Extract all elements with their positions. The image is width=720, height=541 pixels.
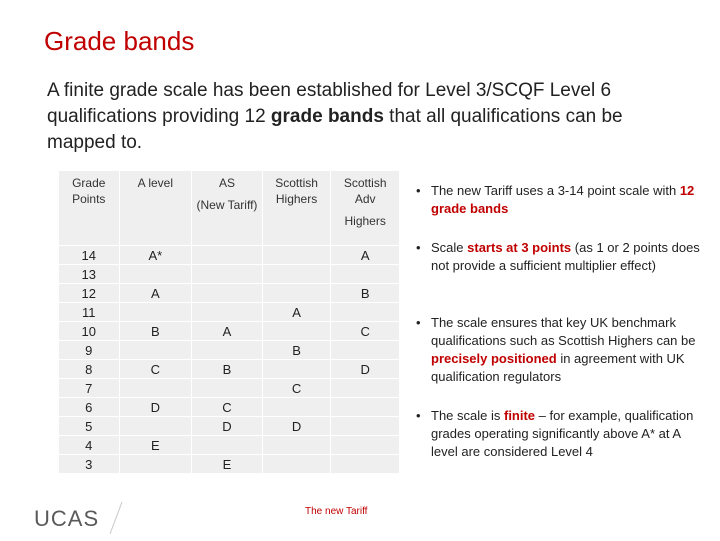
a-level-cell — [119, 265, 192, 284]
grade-points-cell: 4 — [59, 436, 120, 455]
header-scottish-adv-line1: Scottish Adv — [343, 176, 387, 206]
scottish-adv-cell: D — [331, 360, 400, 379]
as-cell — [192, 341, 263, 360]
table-row — [59, 360, 400, 379]
grade-points-cell: 7 — [59, 379, 120, 398]
bullet-dot-icon: • — [416, 240, 421, 255]
scottish-highers-cell: C — [262, 379, 331, 398]
table-row — [59, 341, 400, 360]
a-level-cell — [119, 455, 192, 474]
page-title: Grade bands — [44, 26, 195, 56]
scottish-highers-cell — [262, 265, 331, 284]
scottish-adv-cell — [331, 455, 400, 474]
table-row — [59, 284, 400, 303]
grade-points-cell: 5 — [59, 417, 120, 436]
grade-points-cell: 3 — [59, 455, 120, 474]
scottish-highers-cell: D — [262, 417, 331, 436]
a-level-cell: B — [119, 322, 192, 341]
table-row — [59, 322, 400, 341]
scottish-adv-cell: A — [331, 246, 400, 265]
intro-text-bold: grade bands — [270, 106, 384, 127]
a-level-cell: C — [119, 360, 192, 379]
table-row — [59, 455, 400, 474]
ucas-logo-icon — [34, 500, 134, 536]
scottish-highers-cell — [262, 455, 331, 474]
scottish-highers-cell — [262, 360, 331, 379]
header-as-line1: AS — [218, 176, 235, 190]
a-level-cell: A* — [119, 246, 192, 265]
scottish-adv-cell: B — [331, 284, 400, 303]
a-level-cell: E — [119, 436, 192, 455]
as-cell — [192, 265, 263, 284]
header-as-line2: (New Tariff) — [196, 198, 258, 212]
header-a-level: A level — [119, 171, 192, 246]
bullet-dot-icon: • — [416, 183, 421, 198]
bullet-text-part: The scale is — [431, 408, 504, 423]
table-row — [59, 379, 400, 398]
table-body — [59, 246, 400, 474]
scottish-adv-cell — [331, 379, 400, 398]
ucas-logo-text: UCAS — [34, 506, 100, 531]
scottish-adv-cell: C — [331, 322, 400, 341]
as-cell: B — [192, 360, 263, 379]
scottish-adv-cell — [331, 436, 400, 455]
grade-points-cell: 13 — [59, 265, 120, 284]
scottish-highers-cell — [262, 436, 331, 455]
grade-points-cell: 11 — [59, 303, 120, 322]
as-cell: D — [192, 417, 263, 436]
a-level-cell — [119, 417, 192, 436]
bullet-text — [431, 182, 709, 218]
as-cell: A — [192, 322, 263, 341]
header-scottish-highers: Scottish Highers — [262, 171, 331, 246]
header-grade-points: Grade Points — [59, 171, 120, 246]
bullet-item — [414, 407, 709, 461]
scottish-highers-cell — [262, 322, 331, 341]
bullet-highlight: 12 grade bands — [431, 183, 695, 216]
grade-bands-table — [58, 170, 400, 474]
a-level-cell — [119, 341, 192, 360]
bullet-text-part: (as 1 or 2 points does not provide a sufficient multiplier effect) — [431, 240, 700, 273]
bullet-text-part: The new Tariff uses a 3-14 point scale with — [431, 183, 680, 198]
as-cell — [192, 284, 263, 303]
bullet-text — [431, 314, 709, 386]
scottish-adv-cell — [331, 265, 400, 284]
header-scottish-adv-line2: Highers — [344, 214, 386, 228]
grade-points-cell: 9 — [59, 341, 120, 360]
as-cell — [192, 303, 263, 322]
scottish-adv-cell — [331, 341, 400, 360]
footer-label: The new Tariff — [305, 506, 368, 517]
scottish-highers-cell: A — [262, 303, 331, 322]
scottish-highers-cell — [262, 398, 331, 417]
bullet-highlight: starts at 3 points — [467, 240, 572, 255]
as-cell — [192, 246, 263, 265]
bullet-item — [414, 314, 709, 386]
a-level-cell — [119, 379, 192, 398]
intro-paragraph — [47, 78, 677, 156]
ucas-logo — [34, 500, 134, 541]
a-level-cell: D — [119, 398, 192, 417]
grade-points-cell: 12 — [59, 284, 120, 303]
as-cell: E — [192, 455, 263, 474]
bullet-text-part: The scale ensures that key UK benchmark qualifications such as Scottish Highers can be — [431, 315, 696, 348]
bullet-item — [414, 239, 709, 275]
table-row — [59, 265, 400, 284]
table-row — [59, 303, 400, 322]
grade-points-cell: 8 — [59, 360, 120, 379]
bullet-text-part: Scale — [431, 240, 468, 255]
header-scottish-adv — [331, 171, 400, 246]
scottish-adv-cell — [331, 398, 400, 417]
table-row — [59, 417, 400, 436]
bullet-text — [431, 239, 709, 275]
bullet-text — [431, 407, 709, 461]
table-header-row — [59, 171, 400, 246]
scottish-adv-cell — [331, 303, 400, 322]
scottish-highers-cell: B — [262, 341, 331, 360]
a-level-cell — [119, 303, 192, 322]
table-row — [59, 398, 400, 417]
grade-points-cell: 14 — [59, 246, 120, 265]
intro-text-end: that all qualifications can be mapped to. — [47, 106, 623, 153]
bullet-text-part: – for example, qualification grades operating significantly above A* at A level are considered Level 4 — [431, 408, 694, 459]
a-level-cell: A — [119, 284, 192, 303]
as-cell — [192, 379, 263, 398]
grade-points-cell: 6 — [59, 398, 120, 417]
scottish-highers-cell — [262, 246, 331, 265]
as-cell — [192, 436, 263, 455]
bullet-text-part: in agreement with UK qualification regulators — [431, 351, 685, 384]
bullet-dot-icon: • — [416, 408, 421, 423]
bullet-highlight: finite — [503, 408, 536, 423]
bullet-item — [414, 182, 709, 218]
as-cell: C — [192, 398, 263, 417]
header-as — [192, 171, 263, 246]
scottish-adv-cell — [331, 417, 400, 436]
scottish-highers-cell — [262, 284, 331, 303]
table-row — [59, 246, 400, 265]
bullet-dot-icon: • — [416, 315, 421, 330]
grade-points-cell: 10 — [59, 322, 120, 341]
bullet-highlight: precisely positioned — [431, 351, 557, 366]
intro-text-start: A finite grade scale has been established for Level 3/SCQF Level 6 qualifications providing 12 — [47, 80, 612, 127]
table-row — [59, 436, 400, 455]
